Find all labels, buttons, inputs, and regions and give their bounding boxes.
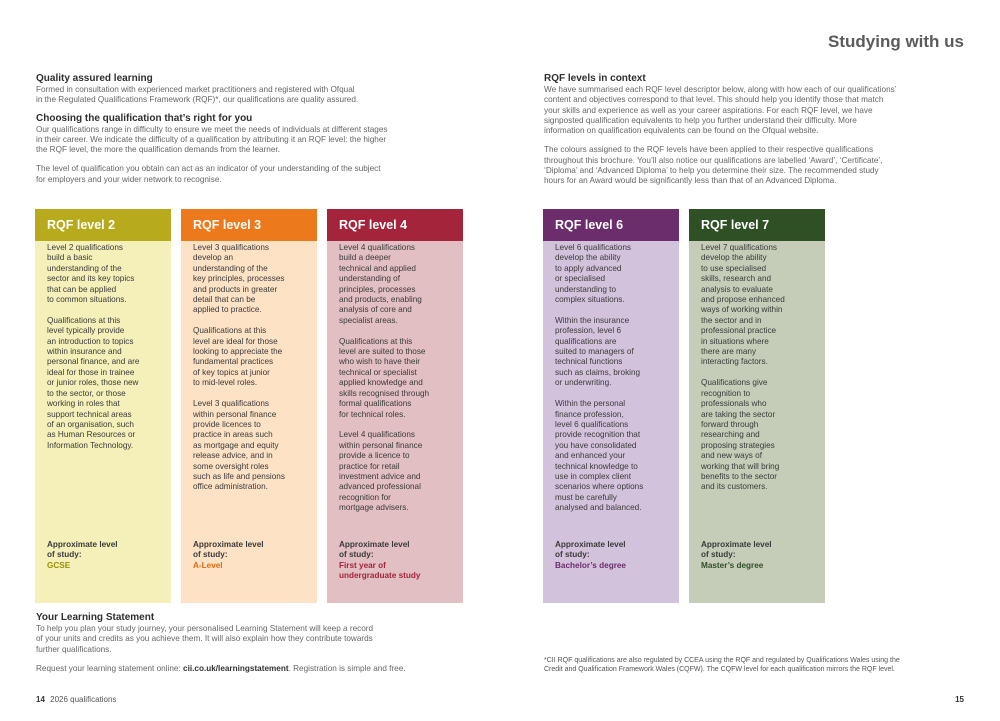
right-intro bbox=[544, 73, 974, 187]
rqf-level-2-study-label: Approximate level of study: bbox=[47, 540, 118, 560]
learning-statement-request bbox=[36, 664, 476, 674]
rqf-level-2-column bbox=[35, 209, 171, 603]
rqf-level-3-header: RQF level 3 bbox=[181, 209, 317, 241]
rqf-level-2-body: Level 2 qualifications build a basic understanding of the sector and its key topics that can be applied to common situations. Qualifications at this level typically provide an introduction to topics within insurance and personal finance, and are ideal for those in trainee or junior roles, those new to the sector, or those working in roles that support technical areas of an organisation, such as Human Resources or Information Technology. bbox=[47, 243, 140, 450]
rqf-level-7-header: RQF level 7 bbox=[689, 209, 825, 241]
learning-statement-link[interactable]: cii.co.uk/learningstatement bbox=[183, 663, 289, 673]
request-after-text: . Registration is simple and free. bbox=[288, 663, 406, 673]
rqf-level-6-body: Level 6 qualifications develop the ability to apply advanced or specialised understanding to complex situations. Within the insurance profession, level 6 qualifications are suited to managers of technical functions such as claims, broking or underwriting. Within the personal finance profession, level 6 qualifications provide recognition that you have consolidated and enhanced your technical knowledge to use in complex client scenarios where options must be carefully analysed and balanced. bbox=[555, 243, 644, 513]
left-page-number: 14 bbox=[36, 695, 45, 704]
footer-label: 2026 qualifications bbox=[50, 695, 117, 704]
rqf-level-7-study-value: Master’s degree bbox=[701, 561, 764, 570]
context-text: We have summarised each RQF level descriptor below, along with how each of our qualifications’ content and objectives correspond to that level. This should help you identify those that match your skills and experience as well as your career aspirations. For each RQF level, we have signposted qualification equivalents to help you further understand their difficulty. More information on qualification equivalents can be found on the Ofqual website. bbox=[544, 85, 897, 136]
rqf-level-2-study-value: GCSE bbox=[47, 561, 71, 570]
page-title: Studying with us bbox=[828, 32, 964, 51]
rqf-level-7-study-label: Approximate level of study: bbox=[701, 540, 772, 560]
rqf-level-4-study-value: First year of undergraduate study bbox=[339, 561, 421, 581]
rqf-level-3-study-label: Approximate level of study: bbox=[193, 540, 264, 560]
rqf-level-2-header: RQF level 2 bbox=[35, 209, 171, 241]
request-text: Request your learning statement online: bbox=[36, 663, 181, 673]
choose-heading: Choosing the qualification that’s right for you bbox=[36, 112, 253, 124]
choose-text-2: The level of qualification you obtain can act as an indicator of your understanding of the subject for employers and your wider network to recognise. bbox=[36, 164, 381, 184]
rqf-level-4-column bbox=[327, 209, 463, 603]
choose-text: Our qualifications range in difficulty to ensure we meet the needs of individuals at different stages in their career. We indicate the difficulty of a qualification by attributing it an RQF level: the higher the RQF level, the more the qualification demands from the learner. bbox=[36, 124, 388, 155]
footer-left bbox=[36, 695, 116, 704]
learning-statement-text: To help you plan your study journey, your personalised Learning Statement will keep a record of your units and credits as you achieve them. It will also explain how they contribute towards further qualifications. bbox=[36, 624, 374, 654]
rqf-level-7-column bbox=[689, 209, 825, 603]
rqf-level-3-study-value: A-Level bbox=[193, 561, 223, 570]
rqf-level-4-study-label: Approximate level of study: bbox=[339, 540, 410, 560]
left-intro bbox=[36, 73, 476, 185]
footnote: *CII RQF qualifications are also regulated by CCEA using the RQF and regulated by Qualifications Wales using the Credit and Qualification Framework Wales (CQFW). The CQFW level for each qualification mirrors the RQF level. bbox=[544, 657, 900, 673]
context-text-2: The colours assigned to the RQF levels have been applied to their respective qualifications throughout this brochure. You’ll also notice our qualifications are labelled ‘Award’, ‘Certificate’, ‘Diploma’ and ‘Advanced Diploma’ to help you determine their size. The recommended study hours for an Award would be significantly less than that of an Advanced Diploma. bbox=[544, 145, 883, 186]
rqf-level-6-header: RQF level 6 bbox=[543, 209, 679, 241]
rqf-level-6-column bbox=[543, 209, 679, 603]
context-heading: RQF levels in context bbox=[544, 73, 646, 84]
quality-heading: Quality assured learning bbox=[36, 73, 153, 84]
rqf-level-7-body: Level 7 qualifications develop the ability to use specialised skills, research and analysis to evaluate and propose enhanced ways of working within the sector and in professional practice in situations where there are many interacting factors. Qualifications give recognition to professionals who are taking the sector forward through researching and proposing strategies and new ways of working that will bring benefits to the sector and its customers. bbox=[701, 243, 785, 492]
rqf-level-6-study-value: Bachelor’s degree bbox=[555, 561, 626, 570]
learning-statement-section bbox=[36, 612, 476, 674]
rqf-level-4-body: Level 4 qualifications build a deeper technical and applied understanding of principles, processes and products, enabling analysis of core and specialist areas. Qualifications at this level are suited to those who wish to have their technical or specialist applied knowledge and skills recognised through formal qualifications for technical roles. Level 4 qualifications within personal finance provide a licence to practice for retail investment advice and advanced professional recognition for mortgage advisers. bbox=[339, 243, 430, 513]
learning-statement-heading: Your Learning Statement bbox=[36, 612, 155, 623]
quality-text: Formed in consultation with experienced market practitioners and registered with Ofqual in the Regulated Qualifications Framework (RQF)*, our qualifications are quality assured. bbox=[36, 85, 359, 105]
right-page-number: 15 bbox=[955, 695, 964, 704]
rqf-level-6-study-label: Approximate level of study: bbox=[555, 540, 626, 560]
rqf-level-3-column bbox=[181, 209, 317, 603]
rqf-level-4-header: RQF level 4 bbox=[327, 209, 463, 241]
rqf-level-3-body: Level 3 qualifications develop an understanding of the key principles, processes and products in greater detail that can be applied to practice. Qualifications at this level are ideal for those looking to appreciate the fundamental practices of key topics at junior to mid-level roles. Level 3 qualifications within personal finance provide licences to practice in areas such as mortgage and equity release advice, and in some oversight roles such as life and pensions office administration. bbox=[193, 243, 285, 492]
